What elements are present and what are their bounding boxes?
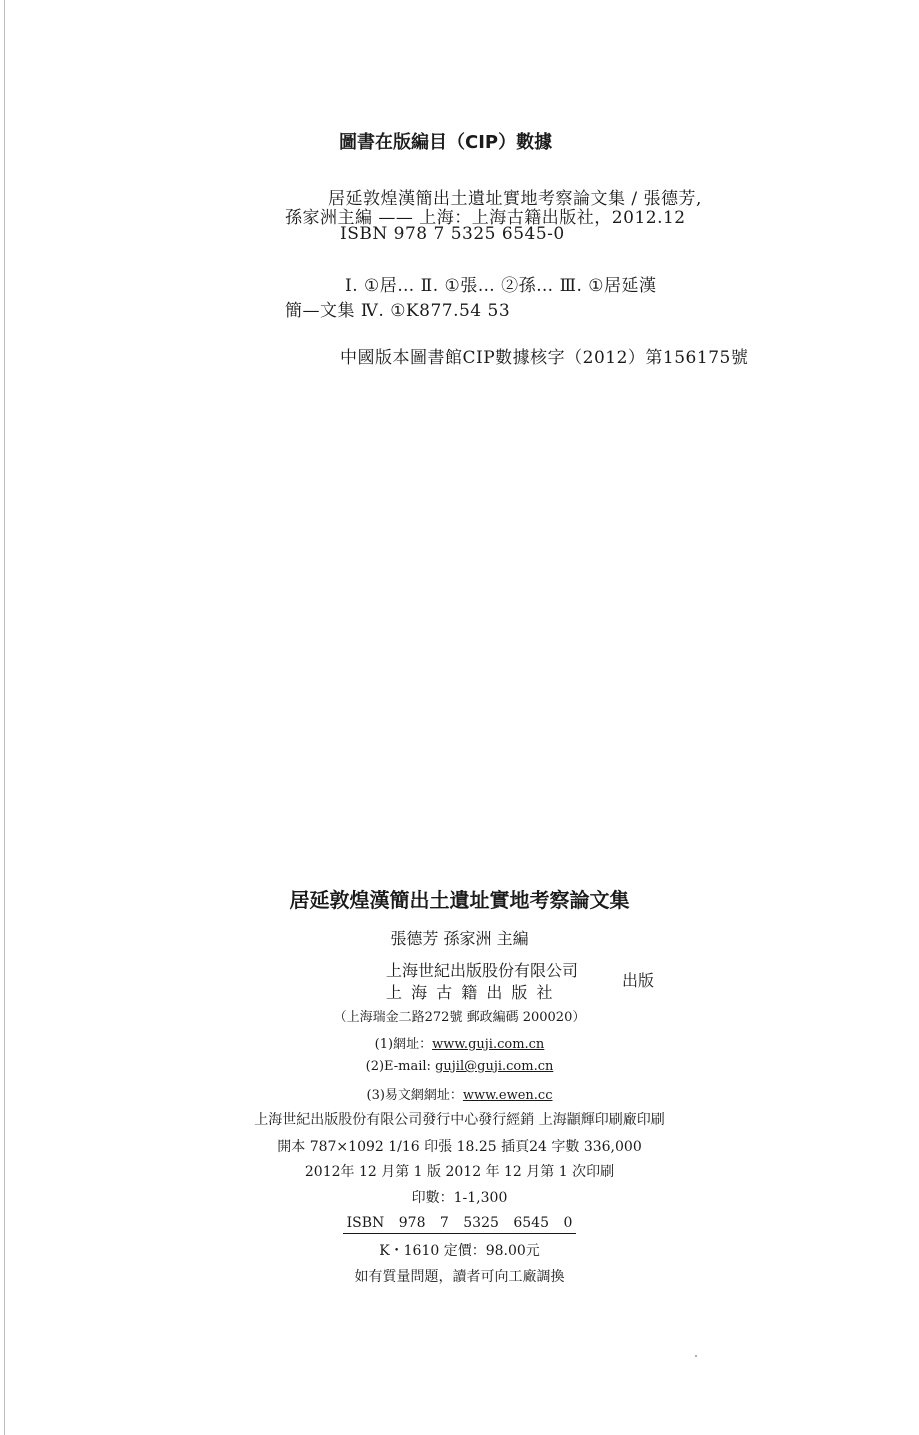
website-line [0, 1033, 919, 1052]
email-link[interactable]: gujil@guji.com.cn [435, 1059, 554, 1074]
speck-mark [695, 1355, 697, 1357]
email-line [0, 1059, 919, 1074]
cip-line-5: 簡—文集 Ⅳ. ①K877.54 53 [285, 301, 511, 321]
cip-line-2: 孫家洲主編 —— 上海：上海古籍出版社，2012.12 [285, 208, 686, 228]
format-specs: 開本 787×1092 1/16 印張 18.25 插頁24 字數 336,000 [277, 1139, 642, 1155]
print-run: 印數：1-1,300 [411, 1190, 508, 1206]
ewen-link[interactable]: www.ewen.cc [462, 1088, 553, 1103]
website-link[interactable]: www.guji.com.cn [432, 1037, 545, 1052]
price: K・1610 定價：98.00元 [379, 1243, 540, 1259]
email-label: (2)E-mail: [365, 1059, 436, 1074]
distribution: 上海世紀出版股份有限公司發行中心發行經銷 上海顓輝印刷廠印刷 [254, 1112, 665, 1128]
book-title: 居延敦煌漢簡出土遺址實地考察論文集 [289, 888, 630, 912]
address: （上海瑞金二路272號 郵政編碼 200020） [333, 1010, 586, 1025]
publish-label: 出版 [622, 971, 655, 990]
edition-info: 2012年 12 月第 1 版 2012 年 12 月第 1 次印刷 [304, 1164, 615, 1180]
cip-line-3: ISBN 978 7 5325 6545-0 [340, 224, 565, 244]
cip-line-4: Ⅰ. ①居… Ⅱ. ①張… ②孫… Ⅲ. ①居延漢 [345, 276, 657, 296]
isbn-row [0, 1212, 919, 1234]
quality-notice: 如有質量問題，讀者可向工廠調換 [354, 1269, 565, 1285]
editors: 張德芳 孫家洲 主編 [390, 929, 529, 948]
website-label: (1)網址： [374, 1037, 433, 1052]
cip-line-1: 居延敦煌漢簡出土遺址實地考察論文集 / 張德芳, [328, 189, 702, 209]
publisher-1: 上海世紀出版股份有限公司 [386, 961, 579, 980]
ewen-line [0, 1084, 919, 1103]
cip-heading: 圖書在版編目（CIP）數據 [339, 132, 553, 153]
publisher-2: 上 海 古 籍 出 版 社 [386, 983, 553, 1002]
ewen-label: (3)易文網網址： [366, 1088, 463, 1103]
cip-line-6: 中國版本圖書館CIP數據核字（2012）第156175號 [340, 348, 749, 368]
isbn: ISBN 978 7 5325 6545 0 [343, 1215, 577, 1234]
